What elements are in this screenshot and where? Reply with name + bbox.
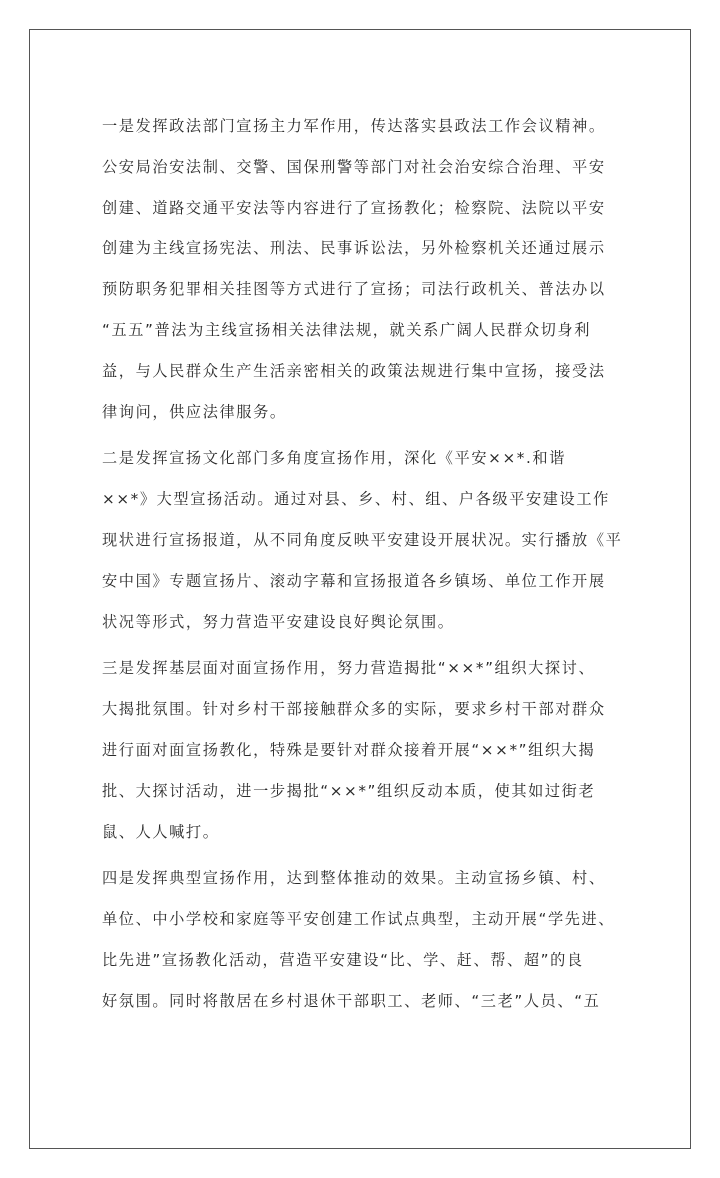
paragraph-2: [102, 438, 622, 642]
document-body: [102, 106, 622, 1028]
text-line: 进行面对面宣扬教化，特殊是要针对群众接着开展“××*”组织大揭: [102, 740, 596, 759]
text-line: 鼠、人人喊打。: [102, 822, 220, 841]
text-line: 批、大探讨活动，进一步揭批“××*”组织反动本质，使其如过街老: [102, 781, 596, 800]
text-line: “五五”普法为主线宣扬相关法律法规，就关系广阔人民群众切身利: [102, 320, 591, 339]
text-line: 公安局治安法制、交警、国保刑警等部门对社会治安综合治理、平安: [102, 157, 606, 176]
text-line: 大揭批氛围。针对乡村干部接触群众多的实际，要求乡村干部对群众: [102, 700, 606, 719]
text-line: 二是发挥宣扬文化部门多角度宣扬作用，深化《平安××*.和谐: [102, 449, 566, 468]
text-line: 预防职务犯罪相关挂图等方式进行了宣扬；司法行政机关、普法办以: [102, 280, 606, 299]
text-line: 现状进行宣扬报道，从不同角度反映平安建设开展状况。实行播放《平: [102, 530, 623, 549]
text-line: 比先进”宣扬教化活动，营造平安建设“比、学、赶、帮、超”的良: [102, 950, 584, 969]
text-line: 安中国》专题宣扬片、滚动字幕和宣扬报道各乡镇场、单位工作开展: [102, 571, 606, 590]
text-line: 状况等形式，努力营造平安建设良好舆论氛围。: [102, 612, 455, 631]
text-line: ××*》大型宣扬活动。通过对县、乡、村、组、户各级平安建设工作: [102, 490, 610, 509]
text-line: 益，与人民群众生产生活亲密相关的政策法规进行集中宣扬，接受法: [102, 361, 606, 380]
text-line: 三是发挥基层面对面宣扬作用，努力营造揭批“××*”组织大探讨、: [102, 659, 596, 678]
text-line: 好氛围。同时将散居在乡村退休干部职工、老师、“三老”人员、“五: [102, 991, 601, 1010]
text-line: 一是发挥政法部门宣扬主力军作用，传达落实县政法工作会议精神。: [102, 117, 606, 135]
text-line: 四是发挥典型宣扬作用，达到整体推动的效果。主动宣扬乡镇、村、: [102, 869, 606, 888]
paragraph-4: [102, 858, 622, 1021]
text-line: 创建、道路交通平安法等内容进行了宣扬教化；检察院、法院以平安: [102, 198, 606, 217]
text-line: 单位、中小学校和家庭等平安创建工作试点典型，主动开展“学先进、: [102, 910, 616, 929]
text-line: 律询问，供应法律服务。: [102, 402, 287, 421]
paragraph-1: [102, 106, 622, 432]
paragraph-3: [102, 648, 622, 852]
text-line: 创建为主线宣扬宪法、刑法、民事诉讼法，另外检察机关还通过展示: [102, 239, 606, 258]
